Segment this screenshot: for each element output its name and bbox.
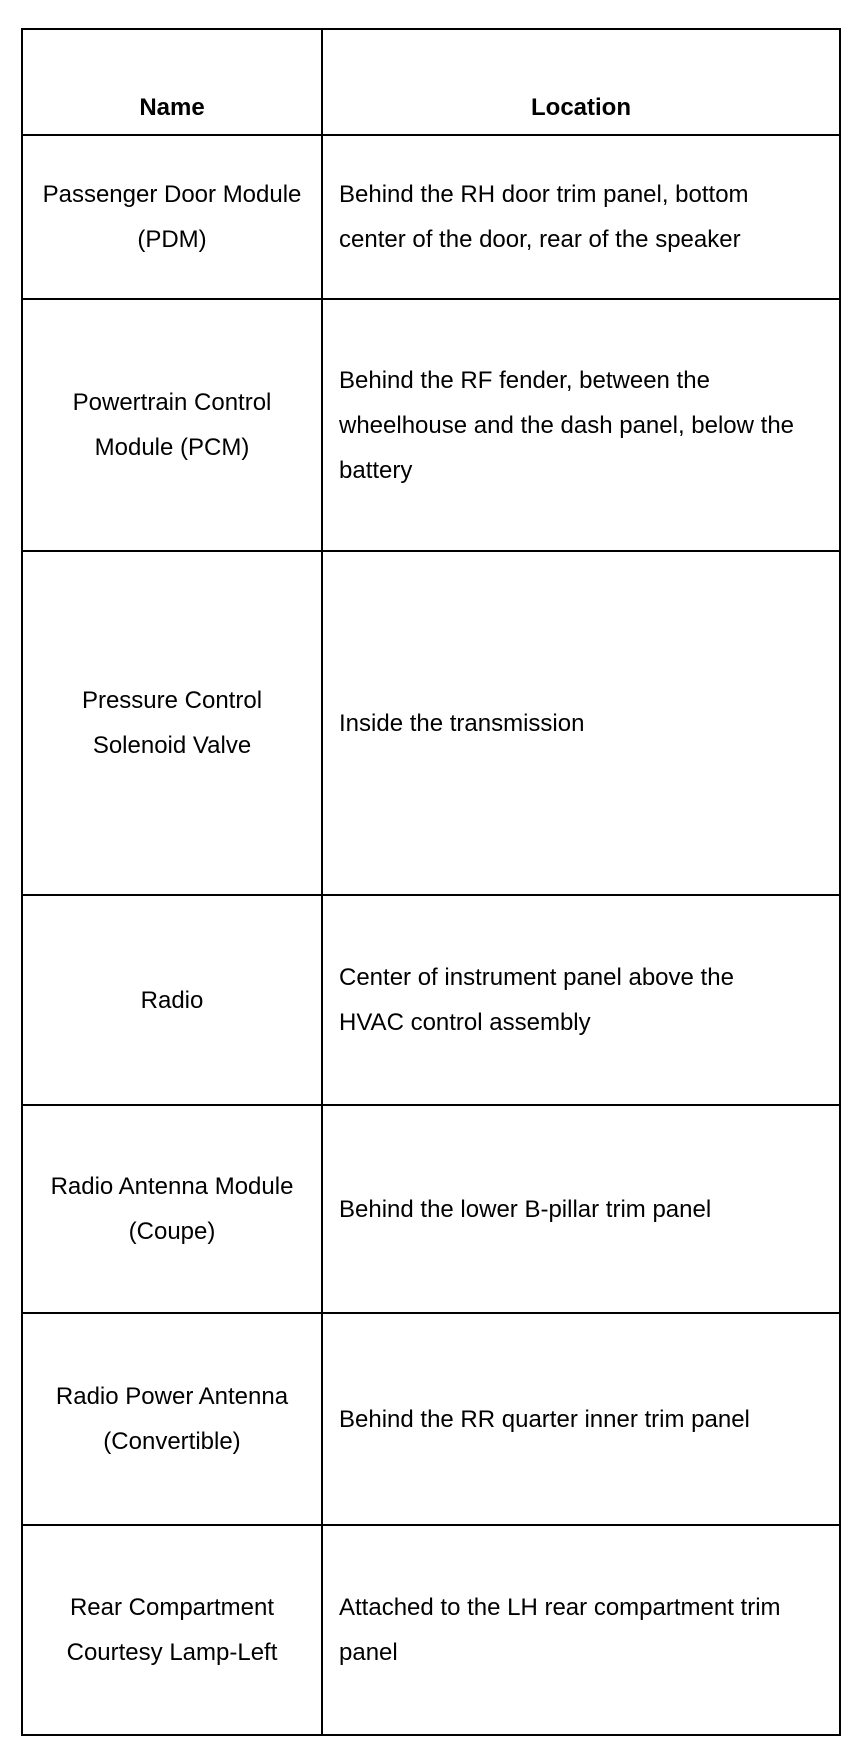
component-location-cell: Behind the lower B-pillar trim panel bbox=[322, 1105, 840, 1313]
component-location-cell: Behind the RH door trim panel, bottom center of the door, rear of the speaker bbox=[322, 135, 840, 299]
component-name-cell: Powertrain Control Module (PCM) bbox=[22, 299, 322, 551]
table-row bbox=[22, 551, 840, 895]
table-row bbox=[22, 1313, 840, 1525]
column-header-name: Name bbox=[22, 29, 322, 135]
component-name-cell: Radio Antenna Module (Coupe) bbox=[22, 1105, 322, 1313]
component-location-cell: Behind the RF fender, between the wheelhouse and the dash panel, below the battery bbox=[322, 299, 840, 551]
column-header-location: Location bbox=[322, 29, 840, 135]
table-header-row bbox=[22, 29, 840, 135]
component-name-cell: Rear Compartment Courtesy Lamp-Left bbox=[22, 1525, 322, 1735]
table-row bbox=[22, 1525, 840, 1735]
component-name-cell: Pressure Control Solenoid Valve bbox=[22, 551, 322, 895]
component-name-cell: Passenger Door Module (PDM) bbox=[22, 135, 322, 299]
component-location-table-container bbox=[21, 28, 841, 1736]
table-row bbox=[22, 1105, 840, 1313]
component-location-cell: Inside the transmission bbox=[322, 551, 840, 895]
table-row bbox=[22, 135, 840, 299]
component-location-cell: Behind the RR quarter inner trim panel bbox=[322, 1313, 840, 1525]
table-row bbox=[22, 299, 840, 551]
component-name-cell: Radio bbox=[22, 895, 322, 1105]
component-location-cell: Attached to the LH rear compartment trim panel bbox=[322, 1525, 840, 1735]
table-row bbox=[22, 895, 840, 1105]
component-location-table bbox=[21, 28, 841, 1736]
component-name-cell: Radio Power Antenna (Convertible) bbox=[22, 1313, 322, 1525]
component-location-cell: Center of instrument panel above the HVAC control assembly bbox=[322, 895, 840, 1105]
